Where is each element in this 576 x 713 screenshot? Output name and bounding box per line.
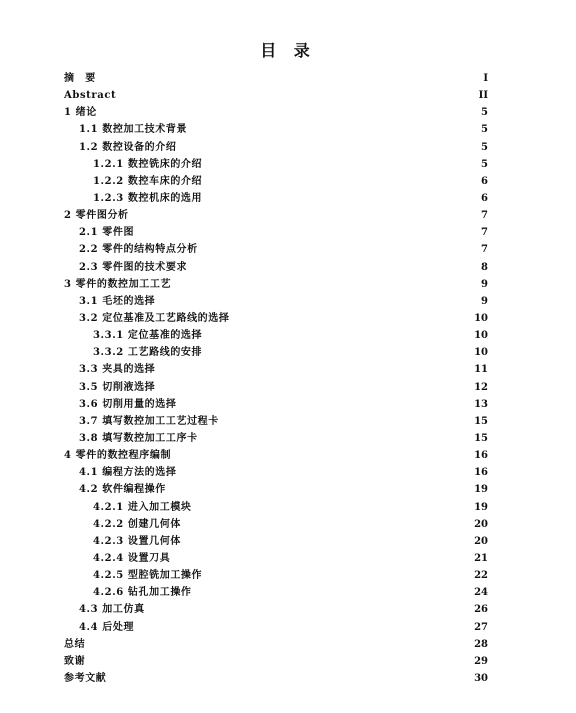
toc-entry-page-number: 7 <box>481 227 488 239</box>
toc-entry[interactable] <box>64 653 488 670</box>
toc-entry[interactable] <box>64 259 488 276</box>
toc-entry[interactable] <box>64 396 488 413</box>
toc-entry-label: 1.2.2 数控车床的介绍 <box>93 175 203 187</box>
toc-entry-page-number: 5 <box>481 158 488 170</box>
toc-entry-page-number: 16 <box>474 450 488 462</box>
toc-entry-label: Abstract <box>64 90 117 102</box>
toc-entry-label: 3.6 切削用量的选择 <box>79 398 177 410</box>
toc-entry-page-number: 20 <box>474 535 488 547</box>
toc-entry-label: 3 零件的数控加工工艺 <box>64 278 172 290</box>
toc-entry[interactable] <box>64 224 488 241</box>
toc-entry-label: 1 绪论 <box>64 107 97 119</box>
toc-entry-page-number: 7 <box>481 244 488 256</box>
toc-entry-page-number: 8 <box>481 261 488 273</box>
toc-entry-label: 3.1 毛坯的选择 <box>79 295 156 307</box>
toc-entry-page-number: 30 <box>474 672 488 684</box>
toc-entry-page-number: II <box>478 90 488 102</box>
toc-entry[interactable] <box>64 379 488 396</box>
toc-entry-page-number: I <box>483 73 488 84</box>
toc-entry-page-number: 20 <box>474 518 488 530</box>
toc-entry-label: 1.2 数控设备的介绍 <box>79 141 177 153</box>
toc-entry[interactable] <box>64 190 488 207</box>
toc-entry-page-number: 5 <box>481 124 488 136</box>
toc-entry[interactable] <box>64 293 488 310</box>
toc-entry[interactable] <box>64 430 488 447</box>
toc-entry-page-number: 19 <box>474 501 488 513</box>
toc-entry-label: 4.2.5 型腔铣加工操作 <box>93 570 203 582</box>
toc-entry-page-number: 5 <box>481 107 488 119</box>
toc-entry[interactable] <box>64 670 488 687</box>
toc-entry-page-number: 28 <box>474 638 488 650</box>
toc-entry[interactable] <box>64 327 488 344</box>
toc-entry-label: 2.2 零件的结构特点分析 <box>79 244 198 256</box>
toc-entry[interactable] <box>64 516 488 533</box>
toc-entry-label: 参考文献 <box>64 672 107 684</box>
toc-entry-label: 4 零件的数控程序编制 <box>64 450 172 462</box>
toc-entry-page-number: 9 <box>481 295 488 307</box>
page-title: 目 录 <box>260 41 316 60</box>
toc-entry-page-number: 19 <box>474 484 488 496</box>
toc-entry-label: 3.3.2 工艺路线的安排 <box>93 347 203 359</box>
toc-entry-page-number: 7 <box>481 210 488 222</box>
toc-entry-label: 摘 要 <box>64 73 96 84</box>
toc-entry[interactable] <box>64 413 488 430</box>
toc-entry[interactable] <box>64 584 488 601</box>
table-of-contents <box>64 70 488 687</box>
toc-entry-label: 3.2 定位基准及工艺路线的选择 <box>79 312 230 324</box>
toc-entry-page-number: 6 <box>481 192 488 204</box>
toc-entry[interactable] <box>64 550 488 567</box>
toc-entry-page-number: 9 <box>481 278 488 290</box>
toc-entry-label: 总结 <box>64 638 86 650</box>
toc-entry-label: 致谢 <box>64 655 86 667</box>
toc-entry-page-number: 29 <box>474 655 488 667</box>
toc-entry-label: 4.2 软件编程操作 <box>79 484 166 496</box>
toc-entry-page-number: 22 <box>474 570 488 582</box>
toc-entry-label: 4.3 加工仿真 <box>79 604 145 616</box>
toc-entry-label: 4.2.3 设置几何体 <box>93 535 181 547</box>
toc-entry[interactable] <box>64 87 488 104</box>
toc-entry[interactable] <box>64 310 488 327</box>
toc-entry[interactable] <box>64 499 488 516</box>
toc-entry-label: 3.3.1 定位基准的选择 <box>93 330 203 342</box>
toc-entry-page-number: 12 <box>474 381 488 393</box>
toc-entry-label: 3.7 填写数控加工工艺过程卡 <box>79 415 219 427</box>
toc-entry[interactable] <box>64 464 488 481</box>
toc-entry[interactable] <box>64 447 488 464</box>
toc-entry-label: 4.2.1 进入加工模块 <box>93 501 192 513</box>
toc-entry[interactable] <box>64 104 488 121</box>
toc-entry[interactable] <box>64 533 488 550</box>
toc-entry-label: 1.2.1 数控铣床的介绍 <box>93 158 203 170</box>
toc-entry[interactable] <box>64 173 488 190</box>
toc-entry-page-number: 27 <box>474 621 488 633</box>
toc-entry-page-number: 24 <box>474 587 488 599</box>
toc-entry-label: 3.8 填写数控加工工序卡 <box>79 432 198 444</box>
toc-entry-label: 2.3 零件图的技术要求 <box>79 261 188 273</box>
toc-entry-page-number: 10 <box>474 312 488 324</box>
toc-entry-label: 4.2.2 创建几何体 <box>93 518 181 530</box>
toc-entry-page-number: 11 <box>474 364 488 376</box>
toc-entry-label: 3.5 切削液选择 <box>79 381 156 393</box>
toc-entry-label: 2.1 零件图 <box>79 227 135 239</box>
toc-entry-page-number: 26 <box>474 604 488 616</box>
toc-entry[interactable] <box>64 207 488 224</box>
toc-entry-page-number: 10 <box>474 330 488 342</box>
toc-entry[interactable] <box>64 139 488 156</box>
toc-entry-label: 1.2.3 数控机床的选用 <box>93 192 203 204</box>
toc-entry-label: 3.3 夹具的选择 <box>79 364 156 376</box>
toc-entry-page-number: 16 <box>474 467 488 479</box>
toc-entry-label: 4.2.4 设置刀具 <box>93 552 171 564</box>
toc-entry[interactable] <box>64 276 488 293</box>
toc-entry[interactable] <box>64 344 488 361</box>
toc-entry-label: 4.4 后处理 <box>79 621 135 633</box>
toc-entry-page-number: 10 <box>474 347 488 359</box>
toc-entry-page-number: 15 <box>474 432 488 444</box>
toc-entry[interactable] <box>64 241 488 258</box>
toc-entry[interactable] <box>64 361 488 378</box>
toc-entry[interactable] <box>64 156 488 173</box>
toc-entry[interactable] <box>64 636 488 653</box>
toc-entry-page-number: 5 <box>481 141 488 153</box>
toc-entry-page-number: 6 <box>481 175 488 187</box>
toc-entry[interactable] <box>64 601 488 618</box>
toc-entry[interactable] <box>64 567 488 584</box>
toc-entry-label: 4.2.6 钻孔加工操作 <box>93 587 192 599</box>
toc-entry-page-number: 13 <box>474 398 488 410</box>
toc-entry-label: 4.1 编程方法的选择 <box>79 467 177 479</box>
toc-entry[interactable] <box>64 70 488 87</box>
toc-entry[interactable] <box>64 619 488 636</box>
toc-entry-page-number: 15 <box>474 415 488 427</box>
toc-entry-label: 2 零件图分析 <box>64 210 129 222</box>
toc-entry-page-number: 21 <box>474 552 488 564</box>
toc-entry-label: 1.1 数控加工技术背景 <box>79 124 188 136</box>
toc-entry[interactable] <box>64 481 488 498</box>
toc-entry[interactable] <box>64 121 488 138</box>
